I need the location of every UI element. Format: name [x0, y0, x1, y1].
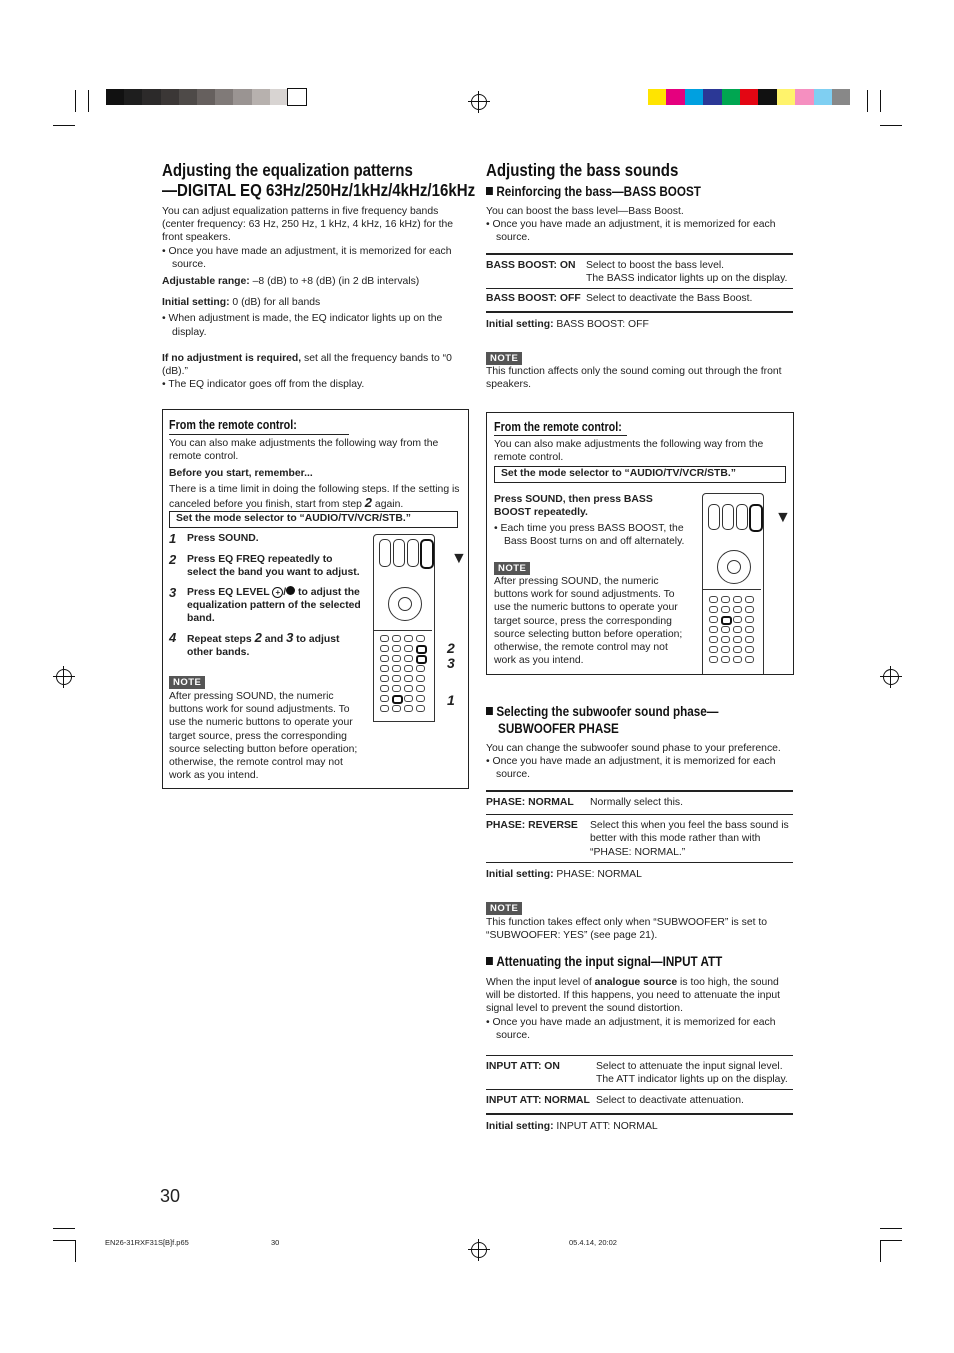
minus-circle-icon — [286, 586, 295, 595]
line: Select to attenuate the input signal level. — [596, 1061, 783, 1072]
label: If no adjustment is required, — [162, 352, 302, 364]
color-swatch — [722, 89, 740, 105]
crop-mark — [880, 1228, 902, 1229]
step — [169, 553, 364, 579]
color-swatch — [179, 89, 197, 105]
text: When the input level of — [486, 977, 595, 988]
line: The BASS indicator lights up on the display. — [586, 273, 788, 285]
callout-step: 1 — [447, 692, 455, 708]
note-badge: NOTE — [486, 352, 522, 365]
text: Repeat steps — [187, 634, 255, 646]
callout-step: 2 — [447, 640, 455, 656]
input-att-table — [486, 1055, 793, 1115]
footer-page: 30 — [271, 1238, 280, 1247]
label: Adjustable range: — [162, 276, 250, 288]
heading-text: Reinforcing the bass—BASS BOOST — [496, 184, 701, 199]
note-text: After pressing SOUND, the numeric buttons work for sound adjustments. To use the numeric buttons to operate your target source, press the corresponding source selecting button before operation; otherwise, the remote control may not work as you intend. — [169, 691, 358, 782]
color-swatch — [758, 89, 776, 105]
step-ref: 2 — [364, 495, 373, 511]
label: Initial setting: — [486, 1121, 554, 1132]
color-swatch — [288, 89, 306, 105]
paragraph: You can boost the bass level—Bass Boost. — [486, 206, 684, 217]
registration-mark — [471, 94, 487, 110]
phase-initial-setting — [486, 868, 642, 881]
text: to adjust other bands. — [187, 634, 340, 659]
line: The ATT indicator lights up on the display. — [596, 1074, 788, 1086]
page-title-bass: Adjusting the bass sounds — [486, 160, 679, 180]
note-badge: NOTE — [169, 676, 205, 689]
value: PHASE: NORMAL — [553, 869, 642, 880]
square-bullet-icon — [486, 957, 493, 965]
color-swatch — [252, 89, 270, 105]
heading-line: SUBWOOFER PHASE — [498, 720, 619, 736]
crop-mark — [880, 1240, 902, 1241]
table-row — [486, 815, 793, 862]
paragraph — [486, 976, 791, 1016]
before-label: Before you start, remember... — [169, 468, 313, 479]
row-text: Normally select this. — [590, 797, 683, 808]
registration-mark — [56, 669, 72, 685]
value: BASS BOOST: OFF — [553, 319, 649, 330]
remote-control-illustration — [373, 534, 435, 722]
step — [169, 532, 364, 545]
value: 0 (dB) for all bands — [229, 297, 321, 309]
phase-intro-block — [486, 742, 791, 782]
paragraph: You can adjust equalization patterns in five frequency bands (center frequency: 63 Hz, 250 Hz, 1 kHz, 4 kHz, 16 kHz) for the front speakers. — [162, 206, 454, 244]
paragraph: You can change the subwoofer sound phase to your preference. — [486, 743, 781, 754]
row-text: Select to deactivate attenuation. — [596, 1095, 744, 1107]
color-swatch — [832, 89, 850, 105]
label: Initial setting: — [486, 319, 554, 330]
remote-control-box-eq — [162, 409, 469, 789]
note-text: This function affects only the sound coming out through the front speakers. — [486, 366, 782, 391]
text: and — [261, 634, 287, 646]
att-intro-block — [486, 976, 791, 1042]
bullet: • The EQ indicator goes off from the display. — [162, 379, 365, 391]
footer-date: 05.4.14, 20:02 — [569, 1238, 617, 1247]
att-initial-setting — [486, 1120, 658, 1133]
step-text: Press EQ FREQ repeatedly to select the band you want to adjust. — [187, 554, 360, 579]
table-row — [486, 792, 793, 814]
footer-file: EN26-31RXF31S[B]f.p65 — [105, 1238, 189, 1247]
crop-mark — [53, 1240, 75, 1241]
step — [169, 631, 364, 659]
heading-line — [486, 704, 718, 721]
row-label: PHASE: NORMAL — [486, 797, 574, 808]
text: analogue source — [594, 977, 678, 988]
registration-mark — [471, 1242, 487, 1258]
step-text: Press EQ LEVEL + / to adjust the equalization pattern of the selected band. — [187, 586, 361, 625]
bullet: • When adjustment is made, the EQ indicator lights up on the display. — [162, 313, 443, 338]
square-bullet-icon — [486, 707, 493, 715]
text: Press EQ LEVEL — [187, 586, 273, 598]
crop-mark — [75, 1240, 76, 1262]
steps-list — [169, 532, 364, 660]
text: again. — [372, 499, 404, 511]
heading-text: Selecting the subwoofer sound phase— — [496, 704, 719, 719]
color-swatch — [233, 89, 251, 105]
step — [169, 586, 364, 626]
mode-selector-instruction: Set the mode selector to “AUDIO/TV/VCR/STB.” — [494, 466, 786, 483]
step-ref: 2 — [254, 630, 262, 646]
step-ref: 3 — [286, 630, 294, 646]
page-number: 30 — [160, 1186, 181, 1206]
registration-mark — [883, 669, 899, 685]
note-text: This function takes effect only when “SUBWOOFER” is set to “SUBWOOFER: YES” (see page 21). — [486, 917, 768, 942]
step-number: 3 — [169, 584, 177, 600]
heading-text: Attenuating the input signal—INPUT ATT — [496, 954, 723, 969]
table-row — [486, 289, 793, 310]
mode-selector-instruction: Set the mode selector to “AUDIO/TV/VCR/STB.” — [169, 511, 458, 528]
note-badge: NOTE — [486, 902, 522, 915]
remote-heading: From the remote control: — [494, 420, 622, 434]
step-number: 2 — [169, 552, 177, 568]
bullet: • Once you have made an adjustment, it is memorized for each source. — [486, 219, 776, 244]
crop-mark — [53, 1228, 75, 1229]
phase-table — [486, 790, 793, 863]
section-heading-bass-boost — [486, 184, 701, 200]
color-swatch — [161, 89, 179, 105]
value: set all the frequency bands to “0 (dB).” — [162, 352, 452, 378]
crop-mark — [53, 125, 75, 126]
title-line: —DIGITAL EQ 63Hz/250Hz/1kHz/4kHz/16kHz — [162, 180, 476, 200]
step-text — [187, 631, 364, 659]
color-swatch — [740, 89, 758, 105]
label: Initial setting: — [162, 297, 230, 309]
color-swatch — [142, 89, 160, 105]
adjustable-range — [162, 275, 462, 288]
label: Initial setting: — [486, 869, 554, 880]
text: There is a time limit in doing the following steps. If the setting is canceled before you finish, start from step — [169, 484, 460, 511]
step-number: 1 — [169, 531, 177, 546]
bass-initial-setting — [486, 318, 649, 331]
row-text — [596, 1060, 788, 1086]
crop-mark — [88, 90, 89, 112]
note-text: After pressing SOUND, the numeric buttons work for sound adjustments. To use the numeric buttons to operate your target source, press the corresponding source selecting button before operation; otherwise, the remote control may not work as you intend. — [494, 576, 683, 667]
line: Select to boost the bass level. — [586, 260, 725, 271]
bullet: • Once you have made an adjustment, it is memorized for each source. — [486, 1016, 776, 1041]
remote-intro: You can also make adjustments the following way from the remote control. — [494, 439, 764, 464]
row-label: INPUT ATT: NORMAL — [486, 1095, 590, 1107]
bullet: • Once you have made an adjustment, it is memorized for each source. — [486, 756, 776, 781]
row-label: BASS BOOST: OFF — [486, 293, 581, 305]
color-swatch — [777, 89, 795, 105]
color-swatch — [795, 89, 813, 105]
press-instruction: Press SOUND, then press BASS BOOST repeatedly. — [494, 494, 653, 519]
row-text: Select this when you feel the bass sound is better with this mode rather than with “PHASE: NORMAL.” — [590, 820, 789, 858]
row-label: PHASE: REVERSE — [486, 820, 578, 832]
color-swatch — [215, 89, 233, 105]
row-label: INPUT ATT: ON — [486, 1061, 560, 1072]
step-number: 4 — [169, 630, 177, 646]
text: is too high, the sound will be distorted. If this happens, you need to attenuate the input signal level to prevent the sound distortion. — [486, 977, 781, 1015]
page-title-eq — [162, 160, 475, 200]
section-heading-input-att — [486, 954, 722, 970]
crop-mark — [880, 125, 902, 126]
color-swatch — [685, 89, 703, 105]
value: –8 (dB) to +8 (dB) (in 2 dB intervals) — [249, 276, 420, 288]
section-heading-subwoofer-phase — [486, 704, 718, 737]
initial-setting — [162, 296, 462, 309]
color-swatch — [197, 89, 215, 105]
remote-control-box-bass — [486, 412, 794, 675]
table-row — [486, 1056, 793, 1089]
arrow-down-icon: ▼ — [775, 509, 791, 526]
title-line: Adjusting the equalization patterns — [162, 160, 413, 180]
crop-mark — [75, 90, 76, 112]
color-swatch — [106, 89, 124, 105]
square-bullet-icon — [486, 187, 493, 195]
no-adjustment — [162, 352, 462, 378]
bass-intro-block — [486, 205, 791, 245]
note-badge: NOTE — [494, 562, 530, 575]
remote-heading: From the remote control: — [169, 418, 297, 432]
color-swatch — [703, 89, 721, 105]
remote-control-illustration — [702, 493, 764, 674]
remote-intro: You can also make adjustments the following way from the remote control. — [169, 438, 439, 463]
table-row — [486, 255, 793, 288]
value: INPUT ATT: NORMAL — [553, 1121, 658, 1132]
row-text — [586, 259, 787, 285]
crop-mark — [867, 90, 868, 112]
row-text: Select to deactivate the Bass Boost. — [586, 293, 753, 305]
bullet: • Each time you press BASS BOOST, the Bass Boost turns on and off alternately. — [494, 523, 685, 548]
color-swatch — [124, 89, 142, 105]
before-text — [169, 483, 463, 511]
arrow-down-icon: ▼ — [451, 550, 467, 567]
color-swatch — [814, 89, 832, 105]
color-swatch — [666, 89, 684, 105]
eq-intro-block — [162, 205, 462, 391]
step-text: Press SOUND. — [187, 533, 259, 544]
crop-mark — [880, 1240, 881, 1262]
bass-boost-table — [486, 253, 793, 313]
callout-step: 3 — [447, 655, 455, 671]
bullet: • Once you have made an adjustment, it is memorized for each source. — [162, 245, 452, 270]
color-swatch — [648, 89, 666, 105]
color-swatch — [270, 89, 288, 105]
plus-minus-icon: + — [272, 587, 283, 598]
table-row — [486, 1090, 793, 1112]
crop-mark — [880, 90, 881, 112]
row-label: BASS BOOST: ON — [486, 260, 576, 271]
text: to adjust the equalization pattern of the selected band. — [187, 586, 361, 625]
